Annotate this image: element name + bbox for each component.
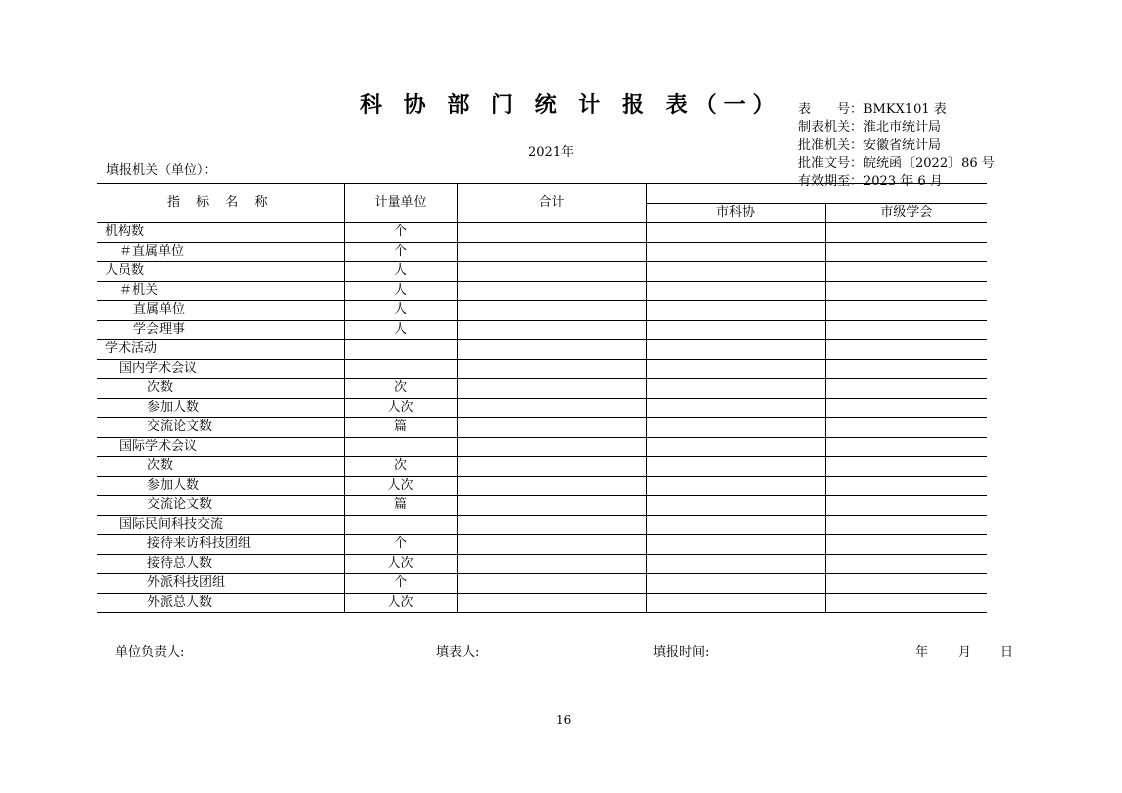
city-societies-input-cell[interactable]	[825, 437, 987, 457]
unit-cell	[344, 437, 457, 457]
indicator-name-cell: 外派科技团组	[97, 574, 344, 594]
indicator-name-cell: 次数	[97, 457, 344, 477]
unit-cell	[344, 340, 457, 360]
table-row	[97, 398, 987, 418]
total-input-cell[interactable]	[457, 418, 646, 438]
total-input-cell[interactable]	[457, 457, 646, 477]
unit-cell: 人	[344, 262, 457, 282]
city-societies-input-cell[interactable]	[825, 457, 987, 477]
issuing-authority: 制表机关：淮北市统计局	[798, 120, 942, 135]
unit-cell: 次	[344, 457, 457, 477]
indicator-name-cell: 国内学术会议	[97, 359, 344, 379]
city-association-input-cell[interactable]	[646, 457, 825, 477]
footer-date-label: 填报时间:	[653, 645, 710, 660]
indicator-name-cell: 交流论文数	[97, 418, 344, 438]
footer-month: 月	[958, 645, 972, 660]
total-input-cell[interactable]	[457, 281, 646, 301]
table-row	[97, 457, 987, 477]
unit-cell: 个	[344, 223, 457, 243]
city-societies-input-cell[interactable]	[825, 223, 987, 243]
unit-cell: 篇	[344, 418, 457, 438]
unit-cell: 人	[344, 281, 457, 301]
city-societies-input-cell[interactable]	[825, 340, 987, 360]
city-association-input-cell[interactable]	[646, 593, 825, 613]
statistics-table	[97, 183, 987, 613]
unit-cell: 人次	[344, 593, 457, 613]
header-city-association: 市科协	[646, 203, 825, 223]
header-group-blank	[646, 184, 987, 204]
city-societies-input-cell[interactable]	[825, 554, 987, 574]
city-association-input-cell[interactable]	[646, 262, 825, 282]
total-input-cell[interactable]	[457, 379, 646, 399]
unit-cell: 人次	[344, 476, 457, 496]
total-input-cell[interactable]	[457, 320, 646, 340]
page-number: 16	[556, 713, 572, 727]
indicator-name-cell: 国际学术会议	[97, 437, 344, 457]
table-row	[97, 281, 987, 301]
total-input-cell[interactable]	[457, 535, 646, 555]
footer-responsible-label: 单位负责人:	[115, 645, 185, 660]
indicator-name-cell: 学会理事	[97, 320, 344, 340]
unit-cell: 人次	[344, 554, 457, 574]
total-input-cell[interactable]	[457, 262, 646, 282]
table-body	[97, 223, 987, 613]
unit-cell	[344, 515, 457, 535]
table-row	[97, 418, 987, 438]
total-input-cell[interactable]	[457, 554, 646, 574]
table-row	[97, 476, 987, 496]
city-association-input-cell[interactable]	[646, 379, 825, 399]
header-total: 合计	[457, 184, 646, 223]
city-association-input-cell[interactable]	[646, 242, 825, 262]
total-input-cell[interactable]	[457, 242, 646, 262]
valid-until: 有效期至：2023 年 6 月	[798, 174, 943, 189]
unit-cell	[344, 359, 457, 379]
city-association-input-cell[interactable]	[646, 574, 825, 594]
report-year: 2021年	[528, 145, 575, 160]
table-row	[97, 242, 987, 262]
city-societies-input-cell[interactable]	[825, 281, 987, 301]
city-association-input-cell[interactable]	[646, 418, 825, 438]
table-row	[97, 262, 987, 282]
indicator-name-cell: 参加人数	[97, 398, 344, 418]
footer-year: 年	[915, 645, 929, 660]
unit-cell: 个	[344, 574, 457, 594]
report-metadata	[798, 101, 995, 191]
table-row	[97, 496, 987, 516]
reporting-unit-label: 填报机关（单位）：	[106, 163, 217, 178]
city-association-input-cell[interactable]	[646, 515, 825, 535]
indicator-name-cell: 参加人数	[97, 476, 344, 496]
city-association-input-cell[interactable]	[646, 320, 825, 340]
city-association-input-cell[interactable]	[646, 554, 825, 574]
footer-filler-label: 填表人:	[436, 645, 480, 660]
indicator-name-cell: ＃直属单位	[97, 242, 344, 262]
indicator-name-cell: 学术活动	[97, 340, 344, 360]
unit-cell: 人	[344, 320, 457, 340]
table-row	[97, 574, 987, 594]
table-row	[97, 437, 987, 457]
table-row	[97, 301, 987, 321]
indicator-name-cell: 人员数	[97, 262, 344, 282]
table-row	[97, 320, 987, 340]
city-association-input-cell[interactable]	[646, 496, 825, 516]
city-societies-input-cell[interactable]	[825, 535, 987, 555]
table-row	[97, 535, 987, 555]
city-societies-input-cell[interactable]	[825, 301, 987, 321]
city-societies-input-cell[interactable]	[825, 262, 987, 282]
header-city-societies: 市级学会	[825, 203, 987, 223]
table-header-row	[97, 184, 987, 204]
unit-cell: 人次	[344, 398, 457, 418]
city-societies-input-cell[interactable]	[825, 398, 987, 418]
city-societies-input-cell[interactable]	[825, 515, 987, 535]
city-societies-input-cell[interactable]	[825, 320, 987, 340]
indicator-name-cell: 直属单位	[97, 301, 344, 321]
header-indicator-name: 指 标 名 称	[97, 184, 344, 223]
total-input-cell[interactable]	[457, 593, 646, 613]
indicator-name-cell: 接待来访科技团组	[97, 535, 344, 555]
city-societies-input-cell[interactable]	[825, 379, 987, 399]
table-row	[97, 554, 987, 574]
indicator-name-cell: 次数	[97, 379, 344, 399]
total-input-cell[interactable]	[457, 223, 646, 243]
total-input-cell[interactable]	[457, 437, 646, 457]
total-input-cell[interactable]	[457, 398, 646, 418]
total-input-cell[interactable]	[457, 359, 646, 379]
table-row	[97, 515, 987, 535]
indicator-name-cell: 国际民间科技交流	[97, 515, 344, 535]
city-association-input-cell[interactable]	[646, 340, 825, 360]
table-row	[97, 359, 987, 379]
city-association-input-cell[interactable]	[646, 398, 825, 418]
indicator-name-cell: 接待总人数	[97, 554, 344, 574]
unit-cell: 个	[344, 242, 457, 262]
indicator-name-cell: 外派总人数	[97, 593, 344, 613]
total-input-cell[interactable]	[457, 515, 646, 535]
form-number: 表 号：BMKX101 表	[798, 102, 947, 117]
header-unit: 计量单位	[344, 184, 457, 223]
table-row	[97, 223, 987, 243]
total-input-cell[interactable]	[457, 340, 646, 360]
city-association-input-cell[interactable]	[646, 476, 825, 496]
city-societies-input-cell[interactable]	[825, 574, 987, 594]
city-societies-input-cell[interactable]	[825, 418, 987, 438]
table-row	[97, 379, 987, 399]
city-societies-input-cell[interactable]	[825, 359, 987, 379]
city-association-input-cell[interactable]	[646, 281, 825, 301]
indicator-name-cell: 机构数	[97, 223, 344, 243]
indicator-name-cell: ＃机关	[97, 281, 344, 301]
total-input-cell[interactable]	[457, 496, 646, 516]
city-societies-input-cell[interactable]	[825, 593, 987, 613]
city-association-input-cell[interactable]	[646, 437, 825, 457]
approving-authority: 批准机关：安徽省统计局	[798, 138, 942, 153]
unit-cell: 人	[344, 301, 457, 321]
city-association-input-cell[interactable]	[646, 535, 825, 555]
total-input-cell[interactable]	[457, 301, 646, 321]
table-row	[97, 340, 987, 360]
indicator-name-cell: 交流论文数	[97, 496, 344, 516]
total-input-cell[interactable]	[457, 574, 646, 594]
total-input-cell[interactable]	[457, 476, 646, 496]
unit-cell: 次	[344, 379, 457, 399]
unit-cell: 篇	[344, 496, 457, 516]
unit-cell: 个	[344, 535, 457, 555]
city-societies-input-cell[interactable]	[825, 242, 987, 262]
city-association-input-cell[interactable]	[646, 223, 825, 243]
footer-day: 日	[1000, 645, 1014, 660]
approval-document-number: 批准文号：皖统函〔2022〕86 号	[798, 156, 995, 171]
city-association-input-cell[interactable]	[646, 301, 825, 321]
city-societies-input-cell[interactable]	[825, 496, 987, 516]
city-association-input-cell[interactable]	[646, 359, 825, 379]
table-row	[97, 593, 987, 613]
city-societies-input-cell[interactable]	[825, 476, 987, 496]
report-title: 科 协 部 门 统 计 报 表（一）	[360, 93, 782, 118]
